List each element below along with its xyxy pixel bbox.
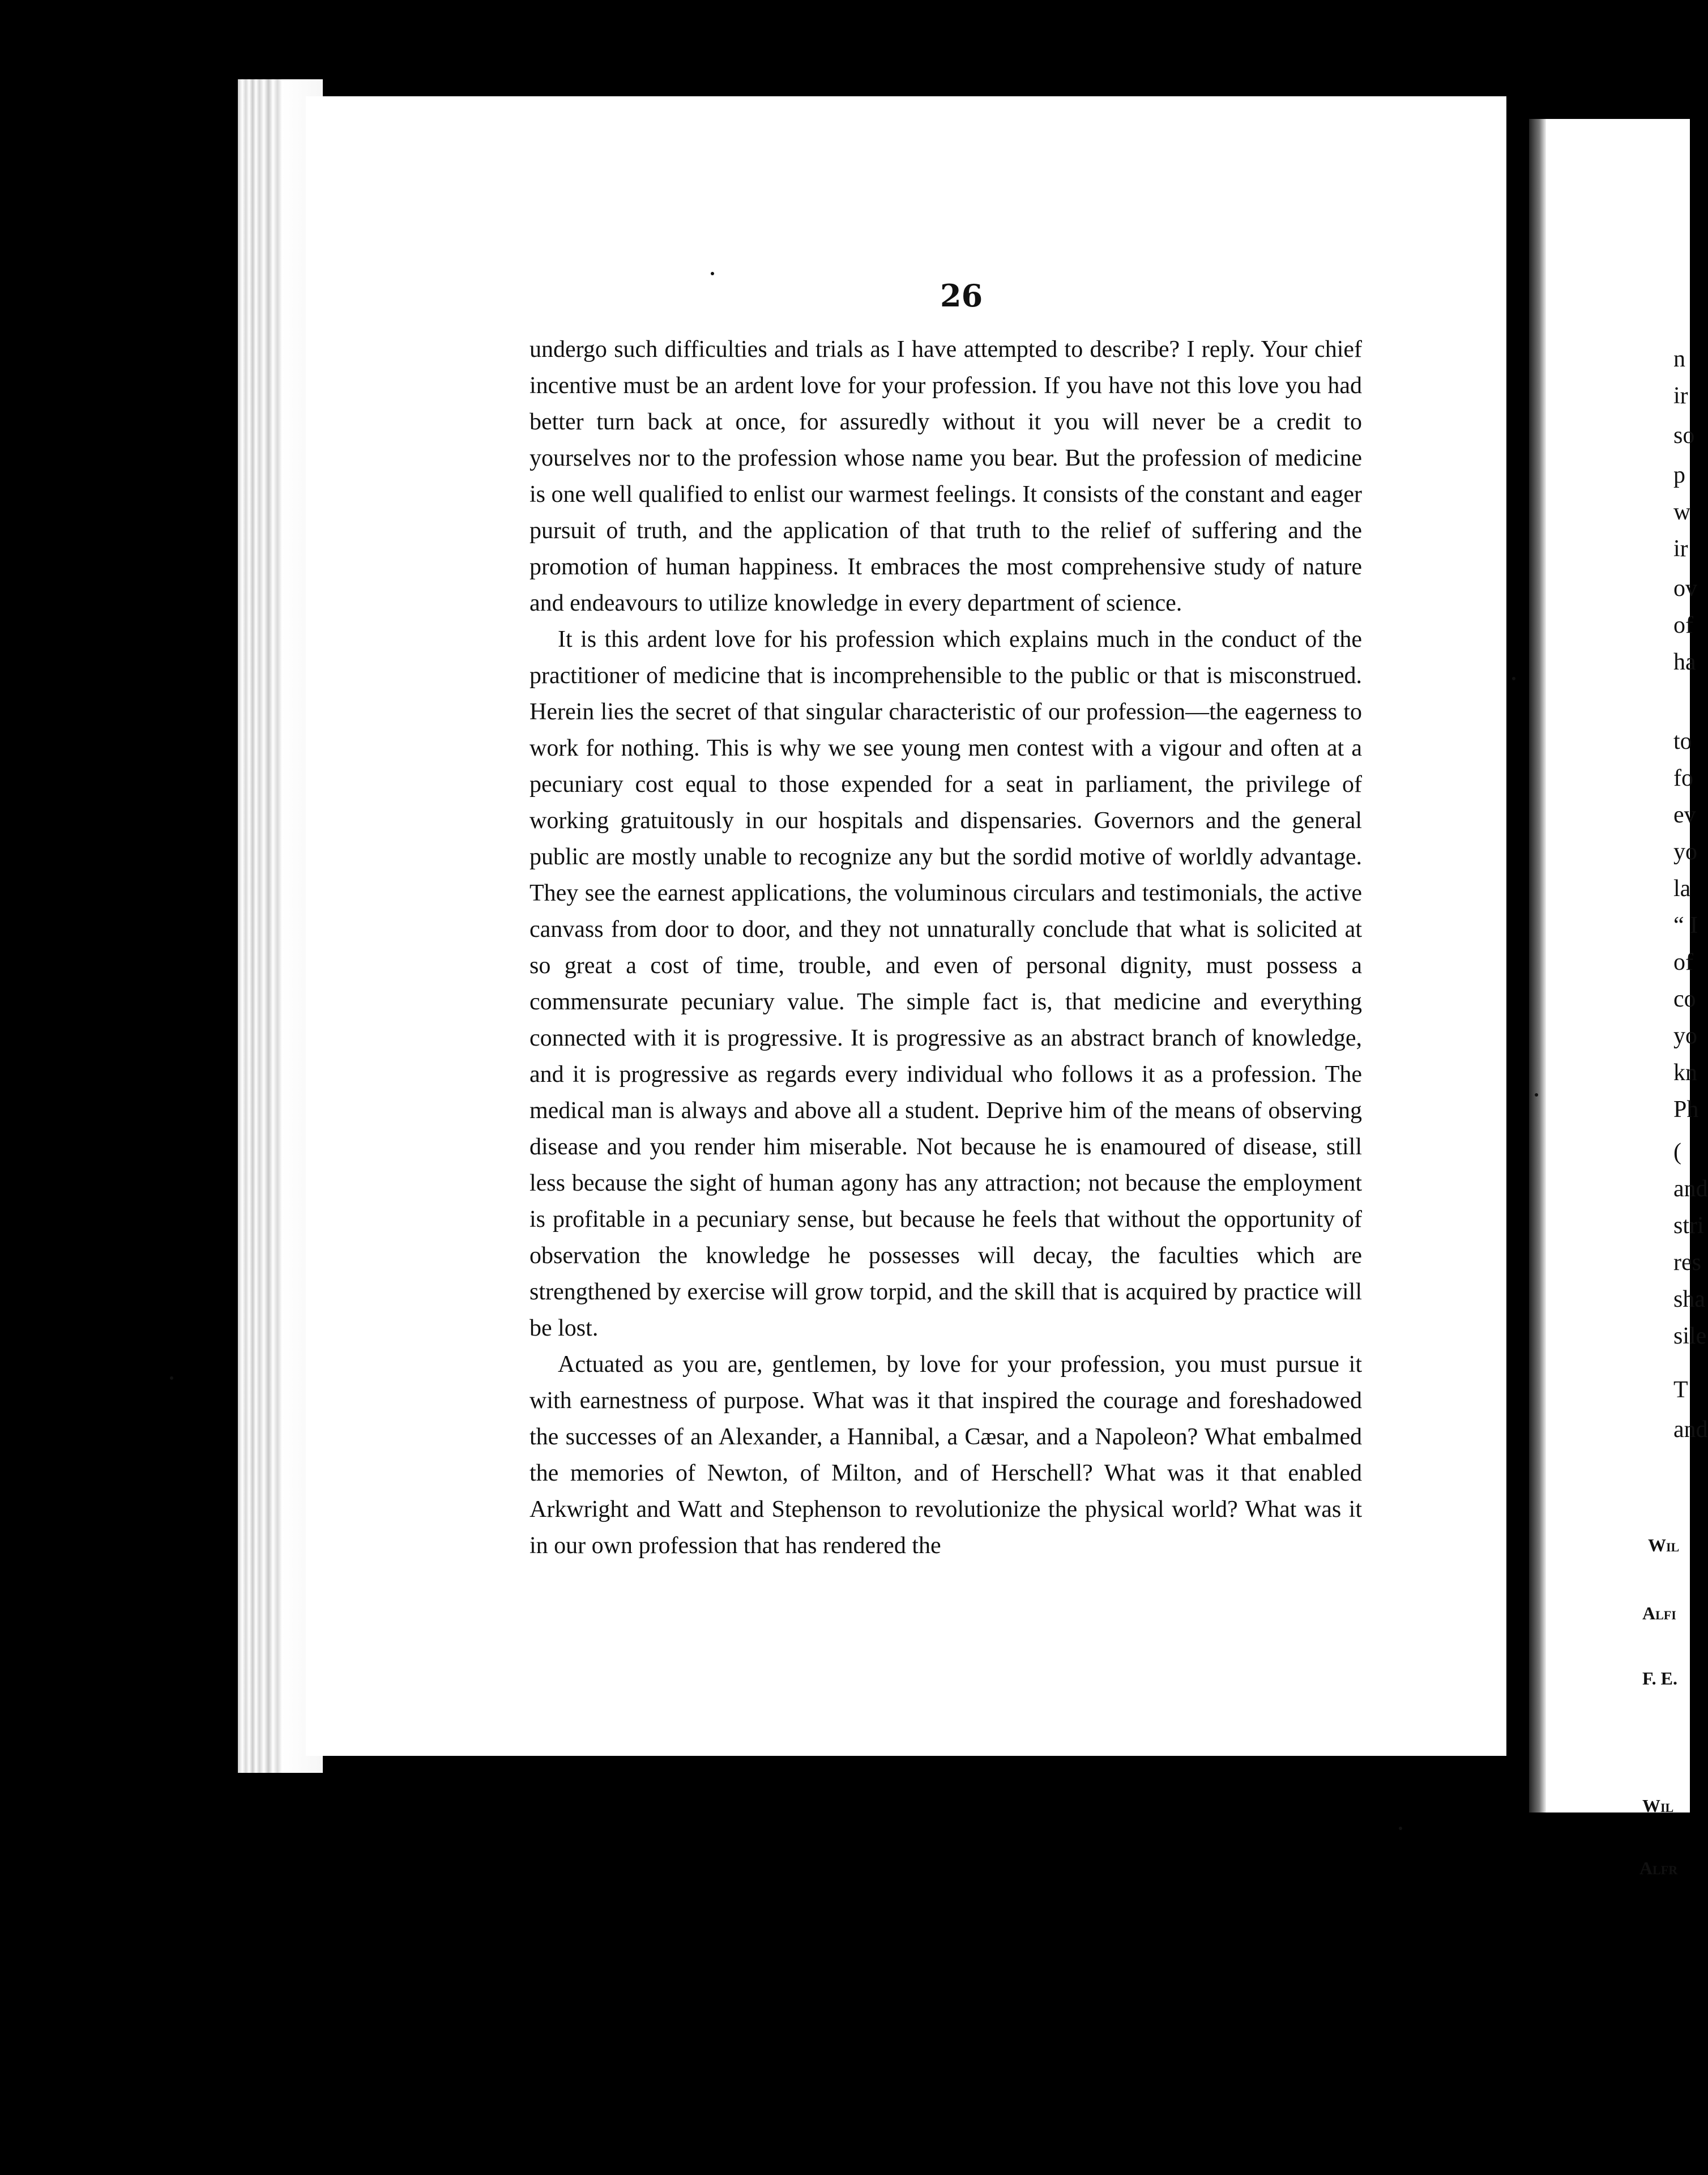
right-fragment: kn (1673, 1060, 1697, 1086)
paragraph-2: It is this ardent love for his profession which explains much in the conduct of the practitioner of medicine that is incomprehensible to the public or that is misconstrued. Herein lies the secret of that singular characteristic of our profession—the eagerness to work for nothing. This is why we see young men contest with a vigour and often at a pecuniary cost equal to those expended for a seat in parliament, the privilege of working gratuitously in our hospitals and dispensaries. Governors and the general public are mostly unable to recognize any but the sordid motive of worldly advantage. They see the earnest applications, the voluminous circulars and testimonials, the active canvass from door to door, and they not unnaturally conclude that what is solicited at so great a cost of time, trouble, and even of personal dignity, must possess a commensurate pecuniary value. The simple fact is, that medicine and everything connected with it is progressive. It is progressive as an abstract branch of knowledge, and it is progressive as regards every individual who follows it as a profession. The medical man is always and above all a student. Deprive him of the means of observing disease and you render him miserable. Not because he is enamoured of disease, still less because the sight of human agony has any attraction; not because the employment is profitable in a pecuniary sense, but because he feels that without the opportunity of observation the knowledge he possesses will decay, the faculties which are strengthened by exercise will grow torpid, and the skill that is acquired by practice will be lost. (530, 626, 1362, 1341)
right-fragment: ha (1673, 649, 1696, 675)
right-fragment-name: Alfi (1642, 1603, 1676, 1623)
right-fragment-name: Alfr (1639, 1858, 1678, 1878)
right-fragment: sha (1673, 1286, 1705, 1312)
right-fragment: res (1673, 1249, 1701, 1276)
right-fragment: ir (1673, 536, 1688, 562)
ink-speck (1535, 1093, 1538, 1097)
ink-speck (1512, 677, 1515, 680)
ink-speck (170, 1376, 173, 1380)
ink-speck (711, 272, 714, 275)
right-fragment: w (1673, 499, 1691, 525)
right-fragment: to (1673, 728, 1692, 754)
right-fragment: n (1673, 346, 1685, 372)
right-fragment: Ph (1673, 1097, 1699, 1123)
right-fragment-name: Wil (1648, 1535, 1680, 1555)
right-fragment: T (1673, 1377, 1688, 1403)
right-fragment: ( (1673, 1139, 1681, 1165)
body-text (530, 331, 1362, 1564)
right-fragment: of (1673, 949, 1693, 975)
right-fragment: ov (1673, 575, 1697, 602)
ink-speck (1399, 1827, 1402, 1830)
right-fragment: and (1673, 1176, 1708, 1202)
right-fragment: fo (1673, 765, 1693, 791)
right-fragment: and (1673, 1417, 1708, 1443)
right-fragment: of (1673, 612, 1693, 638)
right-fragment: so (1673, 423, 1695, 449)
book-gutter (1529, 119, 1546, 1812)
right-fragment: sile (1673, 1323, 1707, 1349)
right-fragment: co (1673, 986, 1696, 1012)
right-fragment: p (1673, 462, 1685, 488)
right-fragment: la (1673, 876, 1691, 902)
page-number: 26 (940, 278, 983, 314)
right-fragment: “ I (1673, 912, 1698, 939)
right-fragment: stri (1673, 1213, 1704, 1239)
right-page (1529, 119, 1690, 1812)
right-fragment-name: F. E. (1642, 1668, 1677, 1688)
paragraph-1: undergo such difficulties and trials as I have attempted to describe? I reply. Your chief incentive must be an ardent love for your profession. If you have not this love you had better turn back at once, for assuredly without it you will never be a credit to yourselves nor to the profession whose name you bear. But the profession of medicine is one well qualified to enlist our warmest feelings. It consists of the constant and eager pursuit of truth, and the application of that truth to the relief of suffering and the promotion of human happiness. It embraces the most comprehensive study of nature and endeavours to utilize knowledge in every department of science. (530, 336, 1362, 616)
right-fragment: yo (1673, 839, 1697, 865)
right-fragment: ir (1673, 383, 1688, 409)
right-fragment: yo (1673, 1023, 1697, 1049)
right-fragment: ev (1673, 802, 1696, 828)
paragraph-3: Actuated as you are, gentlemen, by love for your profession, you must pursue it with earnestness of purpose. What was it that inspired the courage and foreshadowed the successes of an Alexander, a Hannibal, a Cæsar, and a Napoleon? What embalmed the memories of Newton, of Milton, and of Herschell? What was it that enabled Arkwright and Watt and Stephenson to revolutionize the physical world? What was it in our own profession that has rendered the (530, 1351, 1362, 1559)
right-fragment-name: Wil (1642, 1796, 1674, 1816)
